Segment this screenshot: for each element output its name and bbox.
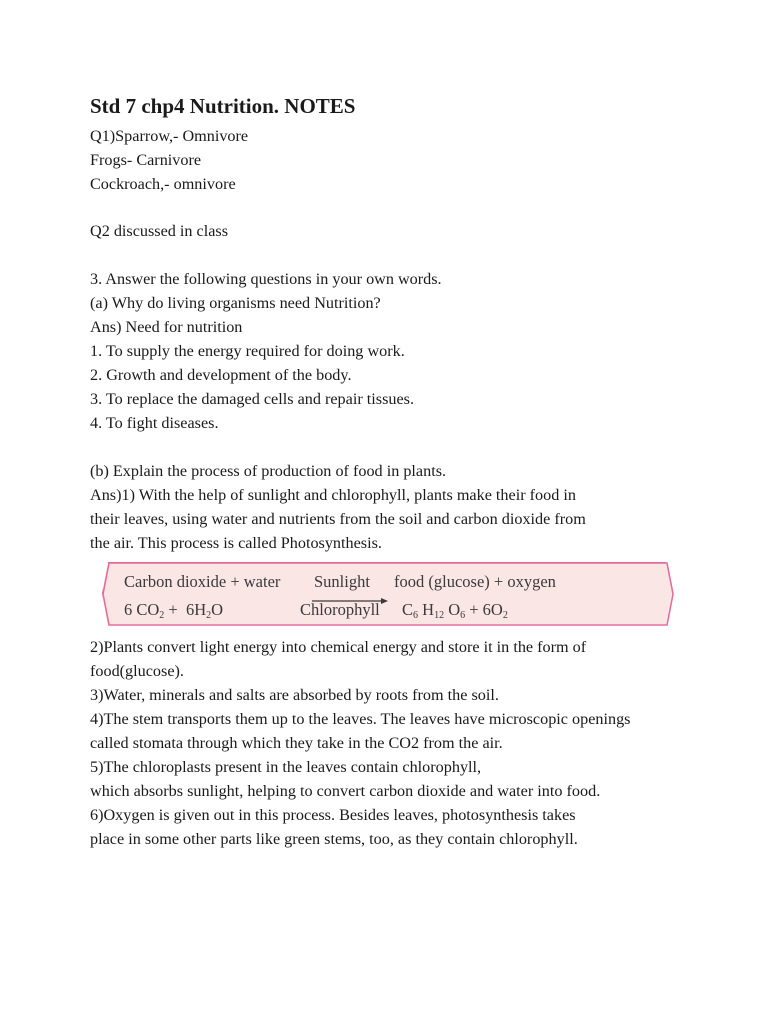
question-line: (a) Why do living organisms need Nutrition?	[90, 294, 381, 312]
list-item: 3. To replace the damaged cells and repair tissues.	[90, 390, 414, 408]
word-reactants: Carbon dioxide + water	[124, 572, 281, 591]
formula-reactants: 6 $CO_2 + 6H_2O$	[124, 600, 224, 621]
answer-line: Frogs- Carnivore	[90, 151, 202, 169]
answer-line: Q2 discussed in class	[90, 222, 229, 240]
answer-line: 3)Water, minerals and salts are absorbed by roots from the soil.	[90, 686, 499, 704]
answer-line: food(glucose).	[90, 662, 184, 680]
answer-line: place in some other parts like green stems, too, as they contain chlorophyll.	[90, 830, 578, 848]
answer-line: their leaves, using water and nutrients from the soil and carbon dioxide from	[90, 510, 586, 528]
question-heading: 3. Answer the following questions in your own words.	[90, 270, 442, 288]
answer-line: Q1)Sparrow,- Omnivore	[90, 127, 249, 145]
answer-line: 2)Plants convert light energy into chemical energy and store it in the form of	[90, 638, 587, 656]
condition-chlorophyll: Chlorophyll	[300, 600, 380, 619]
answer-line: 5)The chloroplasts present in the leaves contain chlorophyll,	[90, 758, 482, 776]
answer-line: which absorbs sunlight, helping to convert carbon dioxide and water into food.	[90, 782, 601, 800]
list-item: 4. To fight diseases.	[90, 414, 219, 432]
answer-line: called stomata through which they take in the CO2 from the air.	[90, 734, 503, 752]
list-item: 1. To supply the energy required for doing work.	[90, 342, 405, 360]
answer-line: 4)The stem transports them up to the leaves. The leaves have microscopic openings	[90, 710, 631, 728]
formula-products: $C_6$ $H_{12}$ $O_6 + 6O_2$	[402, 600, 508, 621]
answer-line: Ans) Need for nutrition	[90, 318, 243, 336]
question-line: (b) Explain the process of production of food in plants.	[90, 462, 447, 480]
answer-line: the air. This process is called Photosynthesis.	[90, 534, 382, 552]
condition-sunlight: Sunlight	[314, 572, 370, 591]
list-item: 2. Growth and development of the body.	[90, 366, 352, 384]
answer-line: 6)Oxygen is given out in this process. Besides leaves, photosynthesis takes	[90, 806, 576, 824]
word-products: food (glucose) + oxygen	[394, 572, 556, 591]
page-title: Std 7 chp4 Nutrition. NOTES	[90, 94, 356, 118]
answer-line: Ans)1) With the help of sunlight and chlorophyll, plants make their food in	[90, 486, 576, 504]
answer-line: Cockroach,- omnivore	[90, 175, 236, 193]
